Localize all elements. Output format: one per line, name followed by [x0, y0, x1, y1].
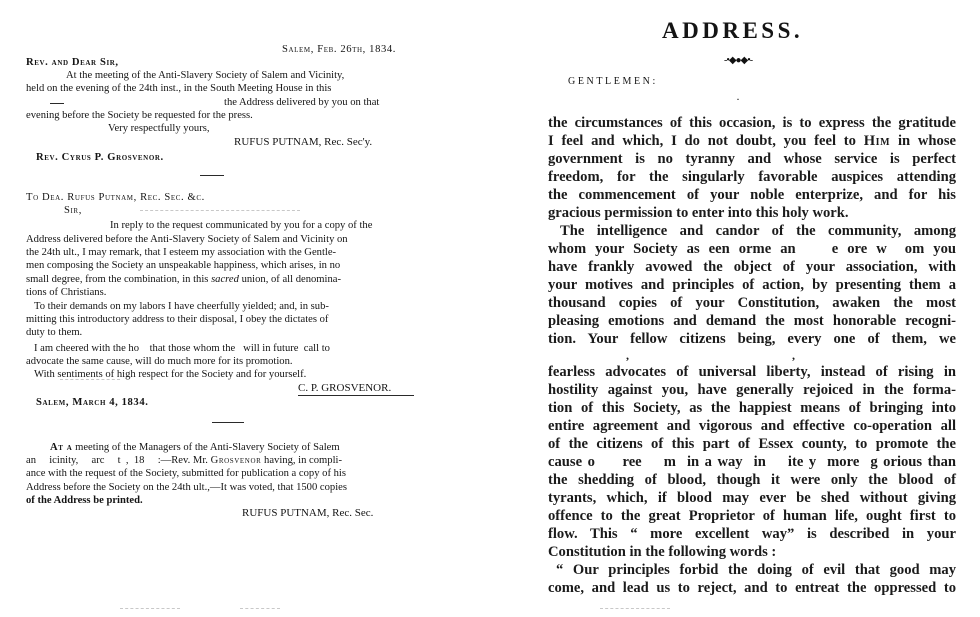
body-line: tion of this Society, as the happiest means of bringing into: [548, 400, 956, 416]
letter2-line: In reply to the request communicated by you for a copy of the: [110, 220, 373, 231]
letter2-line: advocate the same cause, will do much more for its promotion.: [26, 356, 293, 367]
body-line: come, and lead us to reject, and to entreat the oppressed to: [548, 580, 956, 596]
stray-mark: ,: [626, 348, 629, 362]
body-line: have frankly avowed the object of your association, with: [548, 259, 956, 275]
letter2-addressee: To Dea. Rufus Putnam, Rec. Sec. &c.: [26, 192, 205, 203]
letter1-dateline: Salem, Feb. 26th, 1834.: [282, 44, 397, 55]
body-line: whom your Society as een orme an e ore w om you: [548, 241, 956, 257]
word-him: Him: [863, 133, 891, 149]
section-divider: [200, 175, 224, 176]
stray-mark: ,: [792, 348, 795, 362]
body-line: flow. This “ more excellent way” is described in your: [548, 526, 956, 542]
lead-word: At a: [50, 442, 73, 453]
body-line: offence to the great Proprietor of human life, ought first to: [548, 508, 956, 524]
ornament: -•◆●◆•-: [724, 55, 753, 66]
body-line: tyrants, which, if blood may ever be shed without giving: [548, 490, 956, 506]
body-line: cause o ree m in a way in ite y more g orious than: [548, 454, 956, 470]
right-page: [520, 0, 980, 617]
letter2-line: With sentiments of high respect for the Society and for yourself.: [34, 369, 307, 380]
body-line: I feel and which, I do not doubt, you feel to Him in whose: [548, 133, 956, 149]
letter2-line: mitting this introductory address to their disposal, I obey the dictates of: [26, 314, 329, 325]
letter1-signature: RUFUS PUTNAM, Rec. Sec'y.: [234, 136, 373, 148]
emphasis-sacred: sacred: [211, 274, 239, 285]
resolution-line: ance with the request of the Society, submitted for publication a copy of his: [26, 468, 346, 479]
body-line: pleasing emotions and demand the most honorable recogni-: [548, 313, 956, 329]
letter1-closing: Very respectfully yours,: [108, 123, 210, 134]
body-line: government is no tyranny and whose service is perfect: [548, 151, 956, 167]
body-line: thousand copies of your Constitution, awaken the most: [548, 295, 956, 311]
body-line: Constitution in the following words :: [548, 544, 777, 560]
letter2-dateline: Salem, March 4, 1834.: [36, 397, 149, 408]
stray-mark: ·: [736, 92, 740, 106]
body-line: of the citizens of this part of Essex county, to promote the: [548, 436, 956, 452]
body-line: The intelligence and candor of the community, among: [560, 223, 956, 239]
resolution-line: At a meeting of the Managers of the Anti-Slavery Society of Salem: [50, 442, 340, 453]
letter1-salutation: Rev. and Dear Sir,: [26, 57, 119, 68]
letter1-line: At the meeting of the Anti-Slavery Society of Salem and Vicinity,: [66, 70, 345, 81]
letter2-line: duty to them.: [26, 327, 83, 338]
letter2-line: Address delivered before the Anti-Slavery Society of Salem and Vicinity on: [26, 234, 348, 245]
letter1-line: evening before the Society be requested for the press.: [26, 110, 253, 121]
resolution-line: Address before the Society on the 24th ult.,—It was voted, that 1500 copies: [26, 482, 347, 493]
body-line: “ Our principles forbid the doing of evil that good may: [556, 562, 956, 578]
resolution-signature: RUFUS PUTNAM, Rec. Sec.: [242, 507, 374, 519]
signature-underline: [298, 395, 414, 396]
address-title: ADDRESS.: [662, 18, 804, 43]
letter1-line: the Address delivered by you on that: [224, 97, 380, 108]
letter2-line: men composing the Society an unspeakable happiness, which arises, in no: [26, 260, 341, 271]
body-line: hostility against you, have generally rejoiced in the forma-: [548, 382, 956, 398]
resolution-line: an icinity, arc t , 18 :—Rev. Mr. Grosvenor having, in compli-: [26, 455, 342, 466]
letter2-salutation: Sir,: [64, 205, 82, 216]
faint-rule: [60, 379, 120, 381]
letter2-line: To their demands on my labors I have cheerfully yielded; and, in sub-: [34, 301, 329, 312]
name-grosvenor: Grosvenor: [210, 455, 262, 466]
section-divider: [212, 422, 244, 423]
faint-rule: [240, 608, 280, 610]
body-line: gracious permission to enter into this holy work.: [548, 205, 849, 221]
body-line: fearless advocates of universal liberty, instead of rising in: [548, 364, 956, 380]
letter2-signature: C. P. GROSVENOR.: [298, 382, 392, 394]
body-line: your motives and principles of action, by presenting them a: [548, 277, 956, 293]
letter1-addressee: Rev. Cyrus P. Grosvenor.: [36, 152, 164, 163]
faint-rule: [140, 210, 300, 212]
body-line: freedom, for the singularly favorable auspices attending: [548, 169, 956, 185]
resolution-line: of the Address be printed.: [26, 495, 143, 506]
faint-rule: [600, 608, 670, 610]
body-line: the circumstances of this occasion, is to express the gratitude: [548, 115, 956, 131]
letter2-line: I am cheered with the ho that those whom the will in future call to: [34, 343, 330, 354]
faint-rule: [120, 608, 180, 610]
letter2-line: small degree, from the combination, in this sacred union, of all denomina-: [26, 274, 342, 285]
body-line: the commencement of your noble enterprize, and for his: [548, 187, 956, 203]
body-line: tion. Your fellow citizens being, every one of them, we: [548, 331, 956, 347]
body-line: the shedding of blood, though it were only the blood of: [548, 472, 956, 488]
letter2-line: the 24th ult., I may remark, that I esteem my association with the Gentle-: [26, 247, 337, 258]
letter1-line: held on the evening of the 24th inst., in the South Meeting House in this: [26, 83, 332, 94]
body-line: entire agreement and vigorous and effective co-operation all: [548, 418, 956, 434]
left-page: [0, 0, 470, 617]
letter2-line: tions of Christians.: [26, 287, 107, 298]
dash-mark: [50, 103, 64, 104]
address-salutation: GENTLEMEN:: [568, 76, 658, 87]
